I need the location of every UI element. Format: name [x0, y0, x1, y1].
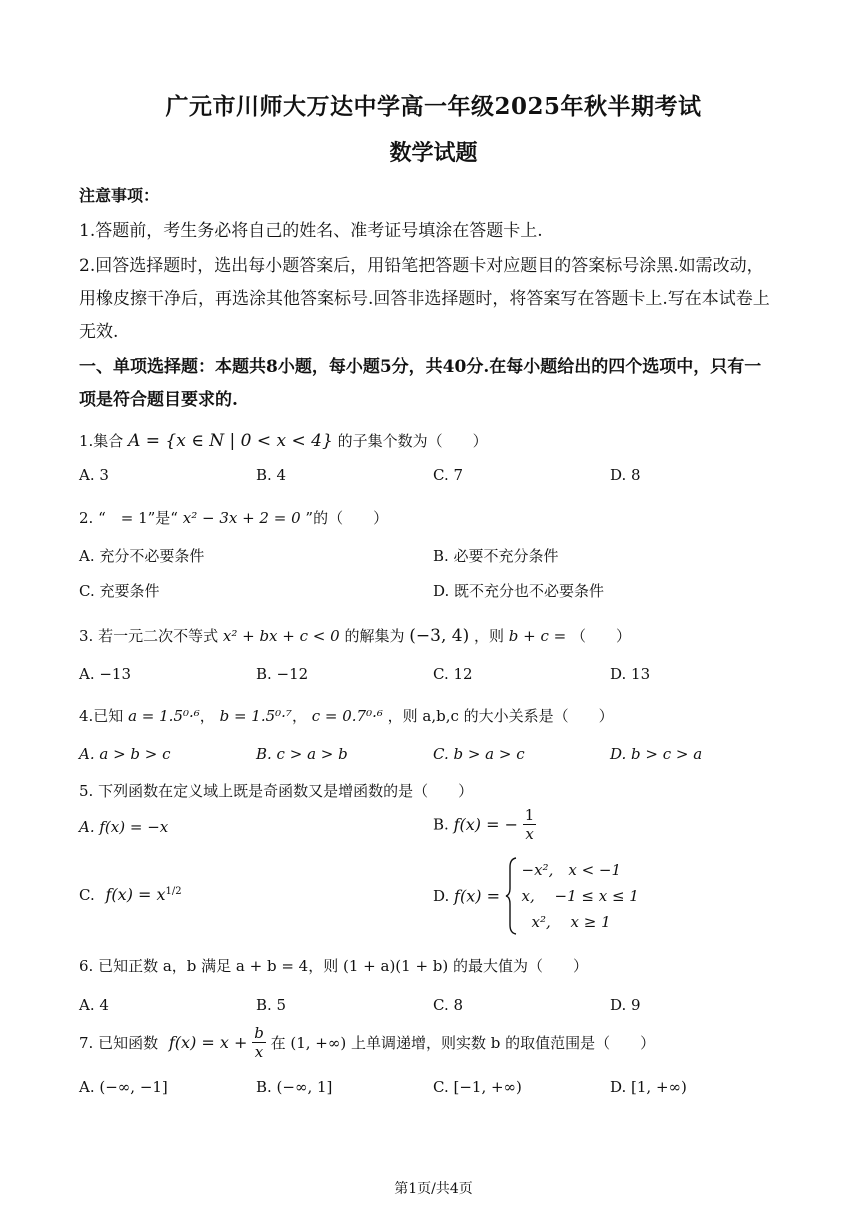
q5-option-c-label: C.	[79, 886, 95, 904]
q5-option-b-numerator: 1	[524, 806, 535, 824]
q1-option-a: A. 3	[79, 466, 109, 484]
section-heading-line-1: 一、单项选择题：本题共8小题，每小题5分，共40分.在每小题给出的四个选项中，只有一	[79, 357, 762, 377]
q3-inequality: x² + bx + c < 0	[222, 627, 340, 645]
q6-option-b: B. 5	[256, 996, 287, 1014]
q7-option-c: C. [−1, +∞)	[433, 1078, 522, 1096]
q2-prefix: 2. “ = 1”是“	[79, 509, 178, 527]
q3-interval: (−3, 4)	[409, 626, 470, 646]
q5-option-d	[433, 857, 639, 935]
q7-option-b: B. (−∞, 1]	[256, 1078, 333, 1096]
q4-b: b = 1.5⁰·⁷	[219, 707, 292, 725]
exam-title: 广元市川师大万达中学高一年级2025年秋半期考试	[165, 93, 702, 120]
q5-option-b	[433, 806, 536, 843]
q5-option-c-expr: f(x) = x	[105, 885, 166, 904]
q2-equation: x² − 3x + 2 = 0	[182, 509, 301, 527]
question-3	[79, 625, 631, 646]
q5-option-b-denominator: x	[525, 825, 534, 843]
q4-a: a = 1.5⁰·⁶	[128, 707, 200, 725]
q2-suffix: ”的（ ）	[305, 509, 389, 527]
q3-option-a: A. −13	[79, 665, 132, 683]
page-footer: 第1页/共4页	[394, 1181, 473, 1197]
q5-option-b-lhs: f(x) = −	[453, 815, 518, 834]
q7-function-lhs: f(x) = x +	[168, 1033, 248, 1052]
q4-option-b: B. c > a > b	[256, 745, 348, 763]
q5-option-d-cases	[522, 857, 639, 935]
q2-option-d: D. 既不充分也不必要条件	[433, 582, 605, 600]
exam-subtitle: 数学试题	[389, 140, 478, 166]
q2-option-b: B. 必要不充分条件	[433, 547, 559, 565]
q5-option-d-case-3: x², x ≥ 1	[531, 913, 611, 931]
section-heading-line-2: 项是符合题目要求的.	[79, 390, 238, 410]
question-1	[79, 430, 488, 451]
q3-option-d: D. 13	[610, 665, 651, 683]
q5-option-b-fraction	[523, 806, 537, 843]
q5-option-a: A. f(x) = −x	[79, 818, 169, 836]
q4-c: c = 0.7⁰·⁶	[311, 707, 383, 725]
q3-option-c: C. 12	[433, 665, 473, 683]
q4-option-c: C. b > a > c	[433, 745, 525, 763]
q2-option-a: A. 充分不必要条件	[79, 547, 205, 565]
q4-option-a: A. a > b > c	[79, 745, 171, 763]
q5-option-b-label: B.	[433, 815, 449, 834]
q1-set-expression: A = {x ∈ N | 0 < x < 4}	[128, 431, 333, 451]
q7-denominator: x	[254, 1043, 264, 1061]
notice-1: 1.答题前，考生务必将自己的姓名、准考证号填涂在答题卡上.	[79, 221, 543, 241]
q5-option-d-case-2: x, −1 ≤ x ≤ 1	[521, 887, 639, 905]
q4-option-d: D. b > c > a	[610, 745, 703, 763]
q4-prefix: 4.已知	[79, 707, 124, 725]
q6-option-c: C. 8	[433, 996, 464, 1014]
q1-prefix: 1.集合	[79, 432, 124, 450]
q5-option-d-lhs: f(x) =	[454, 886, 500, 906]
question-2	[79, 507, 388, 528]
q6-option-a: A. 4	[79, 996, 109, 1014]
notice-2-line-1: 2.回答选择题时，选出每小题答案后，用铅笔把答题卡对应题目的答案标号涂黑.如需改动，	[79, 256, 764, 276]
question-4: 4.已知 a = 1.5⁰·⁶， b = 1.5⁰·⁷， c = 0.7⁰·⁶ ，则 a,b,c 的大小关系是（ ）	[79, 707, 614, 725]
notice-2-line-3: 无效.	[79, 322, 119, 342]
question-7	[79, 1024, 655, 1061]
q5-option-c	[79, 885, 182, 904]
q3-prefix: 3. 若一元二次不等式	[79, 627, 219, 645]
question-5: 5. 下列函数在定义域上既是奇函数又是增函数的是（ ）	[79, 782, 474, 800]
q5-option-c-exponent: 1/2	[165, 886, 182, 897]
notice-2-line-2: 用橡皮擦干净后，再选涂其他答案标号.回答非选择题时，将答案写在答题卡上.写在本试卷上	[79, 289, 770, 309]
q5-option-d-case-1: −x², x < −1	[521, 861, 622, 879]
q3-suffix: （ ）	[571, 627, 632, 645]
q6-option-d: D. 9	[610, 996, 641, 1014]
question-6: 6. 已知正数 a，b 满足 a + b = 4，则 (1 + a)(1 + b) 的最大值为（ ）	[79, 957, 589, 975]
q5-option-d-label: D.	[433, 887, 450, 905]
q7-fraction	[252, 1024, 266, 1061]
q1-option-c: C. 7	[433, 466, 464, 484]
q3-option-b: B. −12	[256, 665, 309, 683]
q3-mid: 的解集为	[344, 627, 405, 645]
q1-suffix: 的子集个数为（ ）	[337, 432, 488, 450]
q3-tail: ，则	[473, 627, 504, 645]
q2-option-c: C. 充要条件	[79, 582, 160, 600]
brace-icon	[505, 857, 517, 935]
q4-suffix: ，则 a,b,c 的大小关系是（ ）	[387, 707, 614, 725]
q1-option-d: D. 8	[610, 466, 641, 484]
q7-numerator: b	[254, 1024, 264, 1042]
q3-expression: b + c =	[508, 627, 567, 645]
q7-suffix: 在 (1, +∞) 上单调递增，则实数 b 的取值范围是（ ）	[270, 1034, 656, 1052]
notice-heading: 注意事项：	[79, 186, 160, 205]
q1-option-b: B. 4	[256, 466, 287, 484]
q7-option-a: A. (−∞, −1]	[79, 1078, 168, 1096]
q7-option-d: D. [1, +∞)	[610, 1078, 687, 1096]
q7-prefix: 7. 已知函数	[79, 1034, 159, 1052]
